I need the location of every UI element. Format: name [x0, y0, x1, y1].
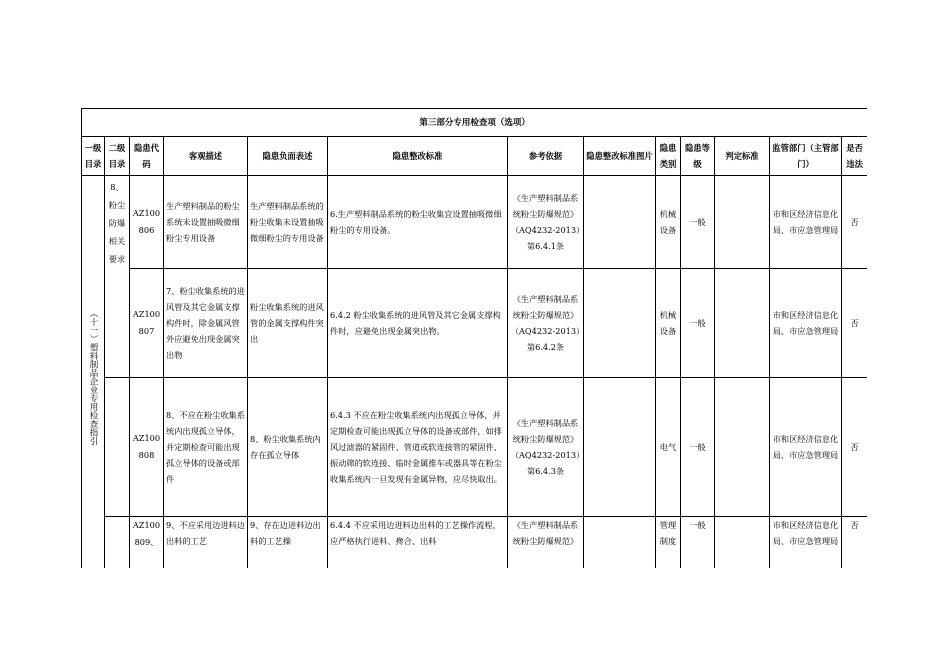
header-standard: 隐患整改标准: [328, 137, 508, 176]
image-cell: [584, 176, 656, 269]
code-cell: AZ100807: [130, 269, 164, 378]
standard-cell: 6.4.4 不应采用边进料边出料的工艺操作流程，应严格执行进料、搀合、出料: [328, 517, 508, 569]
header-negative: 隐患负面表述: [248, 137, 328, 176]
header-basis: 参考依据: [508, 137, 584, 176]
illegal-cell: 否: [842, 378, 868, 517]
dept-cell: 市和区经济信息化局、市应急管理局: [770, 517, 842, 569]
illegal-cell: 否: [842, 517, 868, 569]
level2-label: 8、粉尘防爆相关要求: [105, 176, 130, 378]
criterion-cell: [715, 176, 770, 269]
basis-cell: 《生产塑料制品系统粉尘防爆规范》: [508, 517, 584, 569]
table-row: [82, 176, 868, 269]
dept-cell: 市和区经济信息化局、市应急管理局: [770, 176, 842, 269]
category-cell: 电气: [656, 378, 681, 517]
header-level1: 一级目录: [82, 137, 105, 176]
header-level2: 二级目录: [105, 137, 130, 176]
dept-cell: 市和区经济信息化局、市应急管理局: [770, 378, 842, 517]
image-cell: [584, 517, 656, 569]
image-cell: [584, 378, 656, 517]
illegal-cell: 否: [842, 269, 868, 378]
code-cell: AZ100806: [130, 176, 164, 269]
level1-label: （十一）塑料制品企业专用检查指引: [88, 308, 98, 445]
basis-cell: 《生产塑料制品系统粉尘防爆规范》（AQ4232-2013）第6.4.2条: [508, 269, 584, 378]
illegal-cell: 否: [842, 176, 868, 269]
level-cell: 一般: [681, 176, 715, 269]
header-code: 隐患代码: [130, 137, 164, 176]
dept-cell: 市和区经济信息化局、市应急管理局: [770, 269, 842, 378]
basis-cell: 《生产塑料制品系统粉尘防爆规范》（AQ4232-2013）第6.4.1条: [508, 176, 584, 269]
description-cell: 生产塑料制品的粉尘系统未设置抽吸微细粉尘专用设备: [164, 176, 248, 269]
criterion-cell: [715, 269, 770, 378]
table-row: [82, 517, 868, 569]
level-cell: 一般: [681, 378, 715, 517]
category-cell: 机械设备: [656, 269, 681, 378]
table-title: 第三部分专用检查项（选项）: [82, 109, 868, 137]
negative-cell: 8、粉尘收集系统内存在孤立导体: [248, 378, 328, 517]
header-criterion: 判定标准: [715, 137, 770, 176]
code-cell: AZ100808: [130, 378, 164, 517]
table-row: [82, 269, 868, 378]
negative-cell: 粉尘收集系统的进风管的金属支撑构件突出: [248, 269, 328, 378]
image-cell: [584, 269, 656, 378]
table-row: [82, 378, 868, 517]
category-cell: 机械设备: [656, 176, 681, 269]
negative-cell: 9、存在边进料边出料的工艺操: [248, 517, 328, 569]
header-illegal: 是否违法: [842, 137, 868, 176]
criterion-cell: [715, 517, 770, 569]
standard-cell: 6.4.3 不应在粉尘收集系统内出现孤立导体，并定期检查可能出现孤立导体的设备或部件，如排风过滤器的紧固件、管道或软连接管的紧固件、振动筛的软连接、临时金属推车或器具等在粉尘收集系统内一旦发现有金属异物，应尽快取出。: [328, 378, 508, 517]
description-cell: 7、粉尘收集系统的进风管及其它金属支撑构件时，除金属风管外应避免出现金属突出物: [164, 269, 248, 378]
description-cell: 8、不应在粉尘收集系统内出现孤立导体，并定期检查可能出现孤立导体的设备或部件: [164, 378, 248, 517]
level-cell: 一般: [681, 517, 715, 569]
header-dept: 监管部门（主管部门）: [770, 137, 842, 176]
level-cell: 一般: [681, 269, 715, 378]
standard-cell: 6.4.2 粉尘收集系统的进风管及其它金属支撑构件时，应避免出现金属突出物。: [328, 269, 508, 378]
standard-cell: 6.生产塑料制品系统的粉尘收集宜设置抽吸微细粉尘的专用设备。: [328, 176, 508, 269]
header-description: 客观描述: [164, 137, 248, 176]
level2-empty-cell: [105, 517, 130, 569]
description-cell: 9、不应采用边进料边出料的工艺: [164, 517, 248, 569]
header-row: [82, 137, 868, 176]
level2-empty-cell: [105, 378, 130, 517]
category-cell: 管理制度: [656, 517, 681, 569]
inspection-table: [81, 108, 867, 568]
level1-cell: [82, 176, 105, 569]
code-cell: AZ100809、: [130, 517, 164, 569]
basis-cell: 《生产塑料制品系统粉尘防爆规范》（AQ4232-2013）第6.4.3条: [508, 378, 584, 517]
header-level: 隐患等级: [681, 137, 715, 176]
header-category: 隐患类别: [656, 137, 681, 176]
negative-cell: 生产塑料制品系统的粉尘收集未设置抽吸微细粉尘的专用设备: [248, 176, 328, 269]
criterion-cell: [715, 378, 770, 517]
inspection-sheet: [81, 108, 867, 568]
header-image: 隐患整改标准图片: [584, 137, 656, 176]
